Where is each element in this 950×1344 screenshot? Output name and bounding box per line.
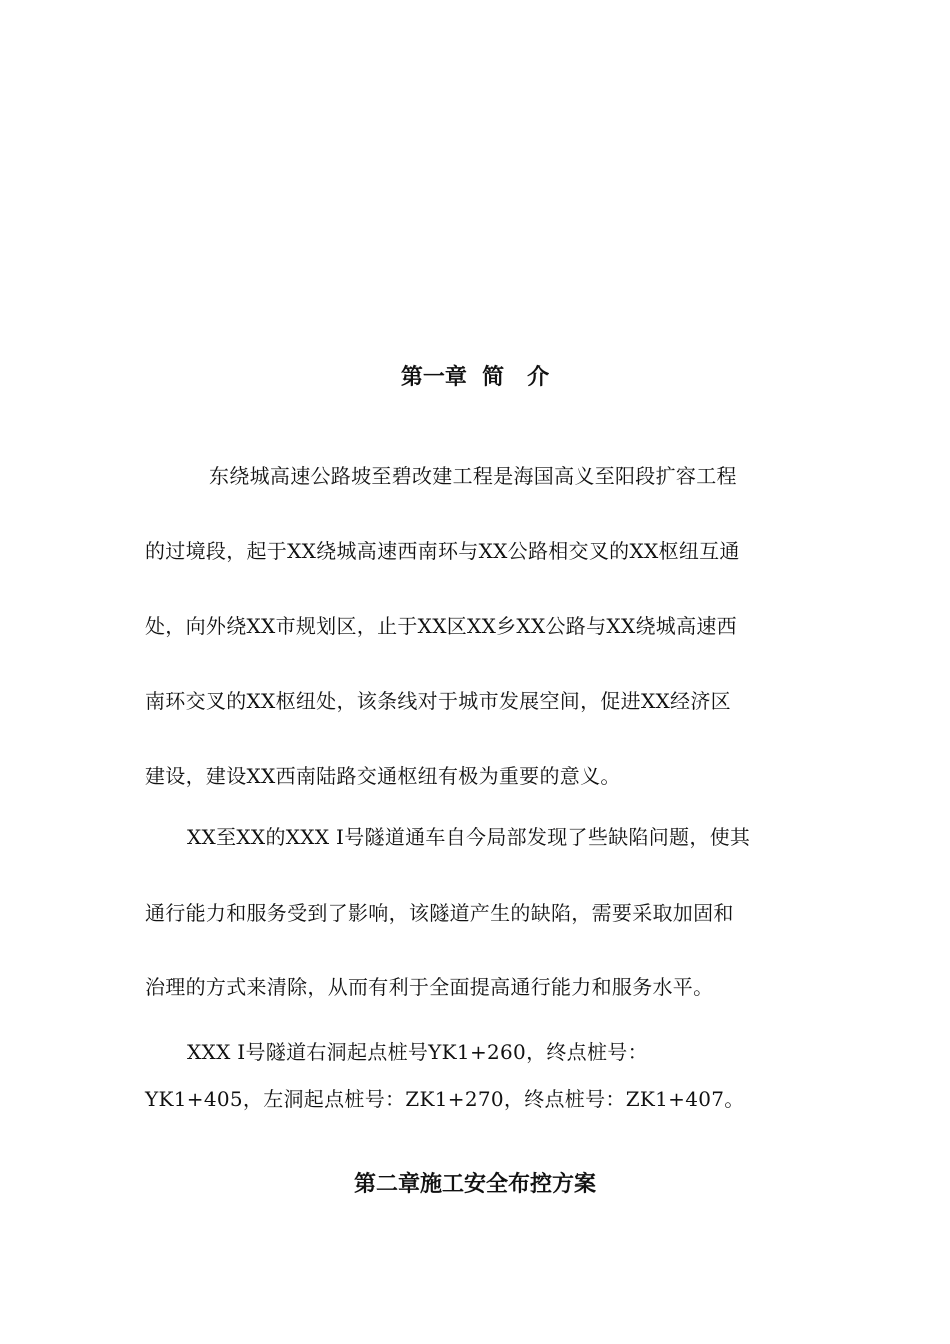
paragraph-line: 南环交叉的XX枢纽处，该条线对于城市发展空间，促进XX经济区 — [145, 689, 731, 713]
paragraph-line: 通行能力和服务受到了影响，该隧道产生的缺陷，需要采取加固和 — [145, 901, 734, 925]
paragraph-line: 的过境段，起于XX绕城高速西南环与XX公路相交叉的XX枢纽互通 — [145, 539, 740, 563]
paragraph-line: XX至XX的XXX Ⅰ号隧道通车自今局部发现了些缺陷问题，使其 — [187, 825, 751, 849]
chapter-1-title: 第一章 简 介 — [400, 365, 550, 390]
paragraph-line: 处，向外绕XX市规划区，止于XX区XX乡XX公路与XX绕城高速西 — [145, 614, 737, 638]
paragraph-line: 东绕城高速公路坡至碧改建工程是海国高义至阳段扩容工程 — [209, 464, 737, 488]
paragraph-line: 治理的方式来清除，从而有利于全面提高通行能力和服务水平。 — [145, 975, 714, 999]
paragraph-line: 建设，建设XX西南陆路交通枢纽有极为重要的意义。 — [145, 764, 621, 788]
paragraph-line: YK1+405，左洞起点桩号：ZK1+270，终点桩号：ZK1+407。 — [145, 1087, 745, 1111]
chapter-2-title: 第二章施工安全布控方案 — [353, 1172, 596, 1197]
paragraph-line: XXX Ⅰ号隧道右洞起点桩号YK1+260，终点桩号： — [187, 1040, 648, 1064]
